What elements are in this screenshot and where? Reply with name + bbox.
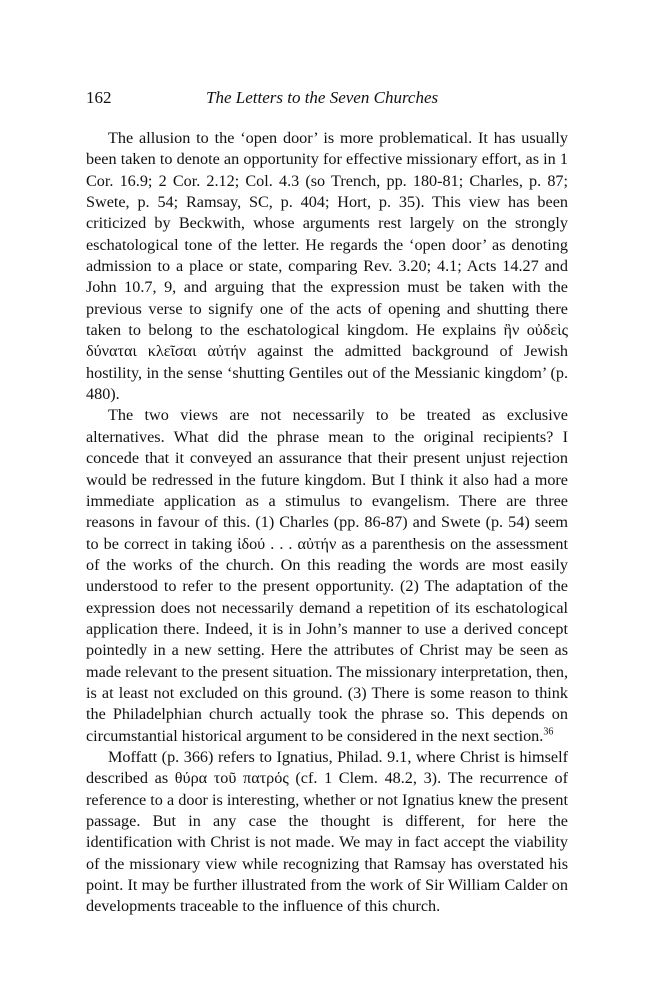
- paragraph: [86, 405, 568, 747]
- paragraph-text: The two views are not necessarily to be treated as exclusive alternatives. What did the phrase mean to the original recipients? I concede that it conveyed an assurance that their present unjust rejection would be redressed in the future kingdom. But I think it also had a more immediate application as a stimulus to evangelism. There are three reasons in favour of this. (1) Charles (pp. 86-87) and Swete (p. 54) seem to be correct in taking ἰδού . . . αὐτήν as a parenthesis on the assessment of the works of the church. On this reading the words are most easily understood to refer to the present opportunity. (2) The adaptation of the expression does not necessarily demand a repetition of its eschatological application there. Indeed, it is in John’s manner to use a derived concept pointedly in a new setting. Here the attributes of Christ may be seen as made relevant to the present situation. The missionary interpretation, then, is at least not excluded on this ground. (3) There is some reason to think the Philadelphian church actually took the phrase so. This depends on circumstantial historical argument to be considered in the next section.: [86, 406, 568, 745]
- paragraph: [86, 128, 568, 405]
- running-head: The Letters to the Seven Churches: [206, 88, 439, 107]
- paragraph-text: Moffatt (p. 366) refers to Ignatius, Philad. 9.1, where Christ is himself described as θύρα τοῦ πατρός (cf. 1 Clem. 48.2, 3). The recurrence of reference to a door is interesting, whether or not Ignatius knew the present passage. But in any case the thought is different, for here the identification with Christ is not made. We may in fact accept the viability of the missionary view while recognizing that Ramsay has overstated his point. It may be further illustrated from the work of Sir William Calder on developments traceable to the influence of this church.: [86, 747, 568, 916]
- page-number: 162: [86, 88, 112, 107]
- body-text: [86, 128, 568, 918]
- footnote-marker: 36: [543, 726, 554, 738]
- paragraph: [86, 747, 568, 918]
- page-header: [86, 86, 566, 110]
- paragraph-text: The allusion to the ‘open door’ is more problematical. It has usually been taken to denote an opportunity for effective missionary effort, as in 1 Cor. 16.9; 2 Cor. 2.12; Col. 4.3 (so Trench, pp. 180-81; Charles, p. 87; Swete, p. 54; Ramsay, SC, p. 404; Hort, p. 35). This view has been criticized by Beckwith, whose arguments rest largely on the strongly eschatological tone of the letter. He regards the ‘open door’ as denoting admission to a place or state, comparing Rev. 3.20; 4.1; Acts 14.27 and John 10.7, 9, and arguing that the expression must be taken with the previous verse to signify one of the acts of opening and shutting there taken to belong to the eschatological kingdom. He explains ἣν οὐδεὶς δύναται κλεῖσαι αὐτήν against the admitted background of Jewish hostility, in the sense ‘shutting Gentiles out of the Messianic kingdom’ (p. 480).: [86, 129, 568, 404]
